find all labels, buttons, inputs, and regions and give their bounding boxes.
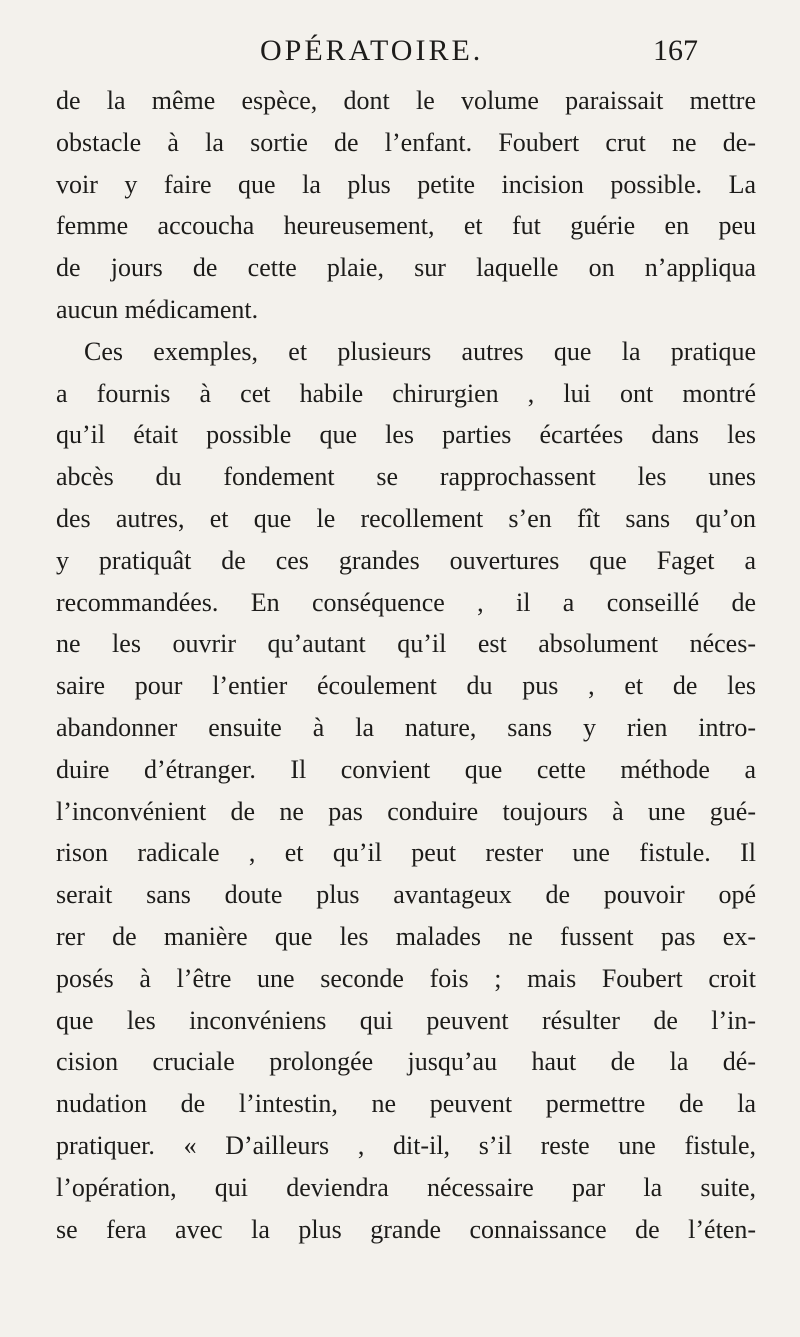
- text-line: a fournis à cet habile chirurgien , lui ont montré: [56, 378, 756, 408]
- text-line: pratiquer. « D’ailleurs , dit-il, s’il reste une fistule,: [56, 1130, 756, 1160]
- text-line: saire pour l’entier écoulement du pus , et de les: [56, 671, 756, 701]
- text-line: recommandées. En conséquence , il a conseillé de: [56, 587, 756, 617]
- text-line: de jours de cette plaie, sur laquelle on n’appliqua: [56, 253, 756, 283]
- text-line: qu’il était possible que les parties écartées dans les: [56, 420, 756, 450]
- text-line: cision cruciale prolongée jusqu’au haut de la dé-: [56, 1047, 756, 1077]
- running-head: [0, 34, 800, 84]
- page-number: 167: [653, 34, 698, 67]
- text-line: Ces exemples, et plusieurs autres que la pratique: [84, 336, 756, 366]
- text-line: abcès du fondement se rapprochassent les unes: [56, 462, 756, 492]
- text-line: posés à l’être une seconde fois ; mais Foubert croit: [56, 963, 756, 993]
- text-line: l’inconvénient de ne pas conduire toujours à une gué-: [56, 796, 756, 826]
- text-line: aucun médicament.: [56, 294, 259, 324]
- text-line: voir y faire que la plus petite incision possible. La: [56, 169, 756, 199]
- text-line: duire d’étranger. Il convient que cette méthode a: [56, 754, 756, 784]
- text-line: l’opération, qui deviendra nécessaire par la suite,: [56, 1172, 756, 1202]
- text-line: se fera avec la plus grande connaissance de l’éten-: [56, 1214, 756, 1244]
- text-line: abandonner ensuite à la nature, sans y rien intro-: [56, 712, 756, 742]
- body-text: [56, 80, 756, 1250]
- text-line: ne les ouvrir qu’autant qu’il est absolument néces-: [56, 629, 756, 659]
- text-line: y pratiquât de ces grandes ouvertures que Faget a: [56, 545, 756, 575]
- text-line: rer de manière que les malades ne fussent pas ex-: [56, 921, 756, 951]
- text-line: rison radicale , et qu’il peut rester une fistule. Il: [56, 838, 756, 868]
- text-line: de la même espèce, dont le volume paraissait mettre: [56, 86, 756, 115]
- running-title: OPÉRATOIRE.: [260, 34, 484, 67]
- text-line: que les inconvéniens qui peuvent résulter de l’in-: [56, 1005, 756, 1035]
- text-line: serait sans doute plus avantageux de pouvoir opé: [56, 880, 756, 910]
- text-line: obstacle à la sortie de l’enfant. Foubert crut ne de-: [56, 127, 756, 157]
- text-line: nudation de l’intestin, ne peuvent permettre de la: [56, 1089, 756, 1119]
- text-line: des autres, et que le recollement s’en fît sans qu’on: [56, 503, 756, 533]
- text-line: femme accoucha heureusement, et fut guérie en peu: [56, 211, 756, 241]
